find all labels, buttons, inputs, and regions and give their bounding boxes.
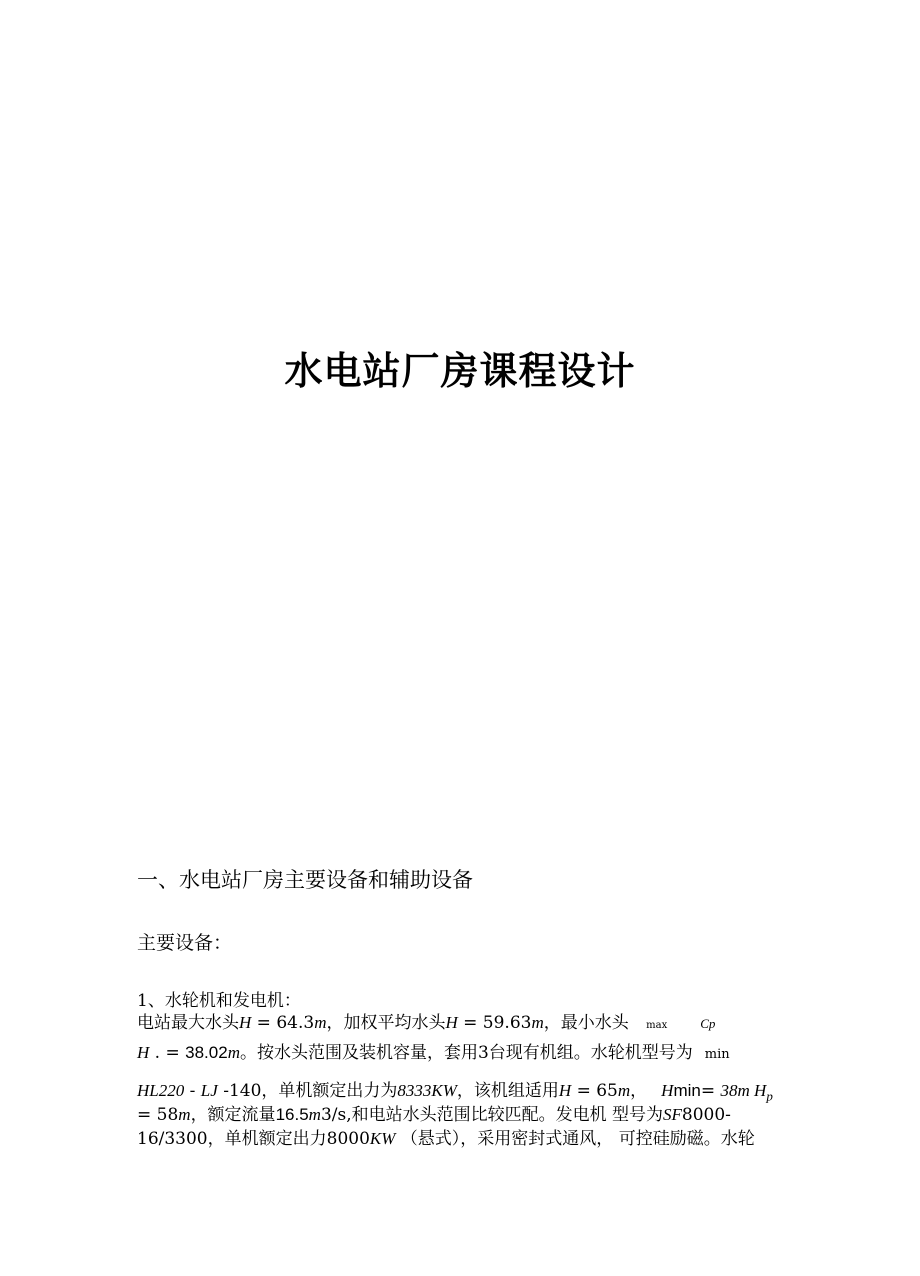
text-run: 8000-	[681, 1105, 731, 1125]
text-run: 电站最大水头	[137, 1013, 239, 1033]
paragraph-line-2	[137, 1008, 715, 1033]
subscript-p: p	[766, 1088, 773, 1104]
number-run: 16.5	[275, 1105, 309, 1124]
formula-run: SF	[663, 1105, 682, 1124]
text-run: -140，单机额定出力为	[217, 1081, 398, 1101]
text-run: ，加权平均水头	[326, 1013, 446, 1033]
section-heading: 一、水电站厂房主要设备和辅助设备	[137, 868, 473, 892]
text-run: ，额定流量	[190, 1105, 276, 1125]
paragraph-line-3	[137, 1038, 730, 1063]
text-run: -	[184, 1081, 201, 1101]
text-run: 。按水头范围及装机容量，套用3台现有机组。水轮机型号为	[239, 1043, 693, 1063]
formula-run: H	[445, 1013, 458, 1032]
formula-run: KW	[369, 1129, 396, 1148]
formula-run: 38m H	[720, 1081, 767, 1100]
formula-run: H	[137, 1043, 150, 1062]
formula-run: m	[314, 1013, 327, 1032]
subscript-max: max	[646, 1020, 668, 1031]
text-run: = 59.63	[457, 1013, 532, 1033]
formula-run: H	[558, 1081, 572, 1100]
item-heading: 1、水轮机和发电机：	[137, 991, 301, 1011]
text-run: . =	[149, 1043, 186, 1063]
formula-run: m	[617, 1081, 631, 1100]
number-run: 38.02	[185, 1043, 228, 1062]
text-run: ，该机组适用	[456, 1081, 559, 1101]
text-run: ，最小水头	[543, 1013, 635, 1033]
formula-run: H	[661, 1081, 674, 1100]
formula-run: HL220	[137, 1081, 185, 1100]
subscript-cp: Cp	[700, 1016, 716, 1031]
text-run: 16/3300，单机额定出力8000	[137, 1129, 370, 1149]
formula-run: m	[531, 1013, 544, 1032]
formula-run: 8333KW	[397, 1081, 457, 1100]
formula-run: H	[239, 1013, 252, 1032]
sub-heading: 主要设备：	[137, 932, 233, 954]
text-run: = 65	[571, 1081, 618, 1101]
subscript-min: min	[704, 1047, 730, 1062]
formula-run: m	[308, 1105, 321, 1124]
subscript-min: min	[673, 1081, 701, 1100]
text-run: = 64.3	[251, 1013, 315, 1033]
text-run: ，	[630, 1081, 648, 1101]
text-run: （悬式），采用密封式通风， 可控硅励磁。水轮	[395, 1129, 755, 1149]
document-title: 水电站厂房课程设计	[284, 349, 636, 393]
formula-run: m	[178, 1105, 191, 1124]
text-run: 3/s,和电站水头范围比较匹配。发电机 型号为	[320, 1105, 664, 1125]
text-run: = 58	[137, 1105, 179, 1125]
text-run: =	[700, 1081, 721, 1101]
formula-run: LJ	[200, 1081, 218, 1100]
paragraph-line-5	[137, 1100, 731, 1125]
paragraph-line-6	[137, 1124, 755, 1149]
formula-run: m	[227, 1043, 240, 1062]
